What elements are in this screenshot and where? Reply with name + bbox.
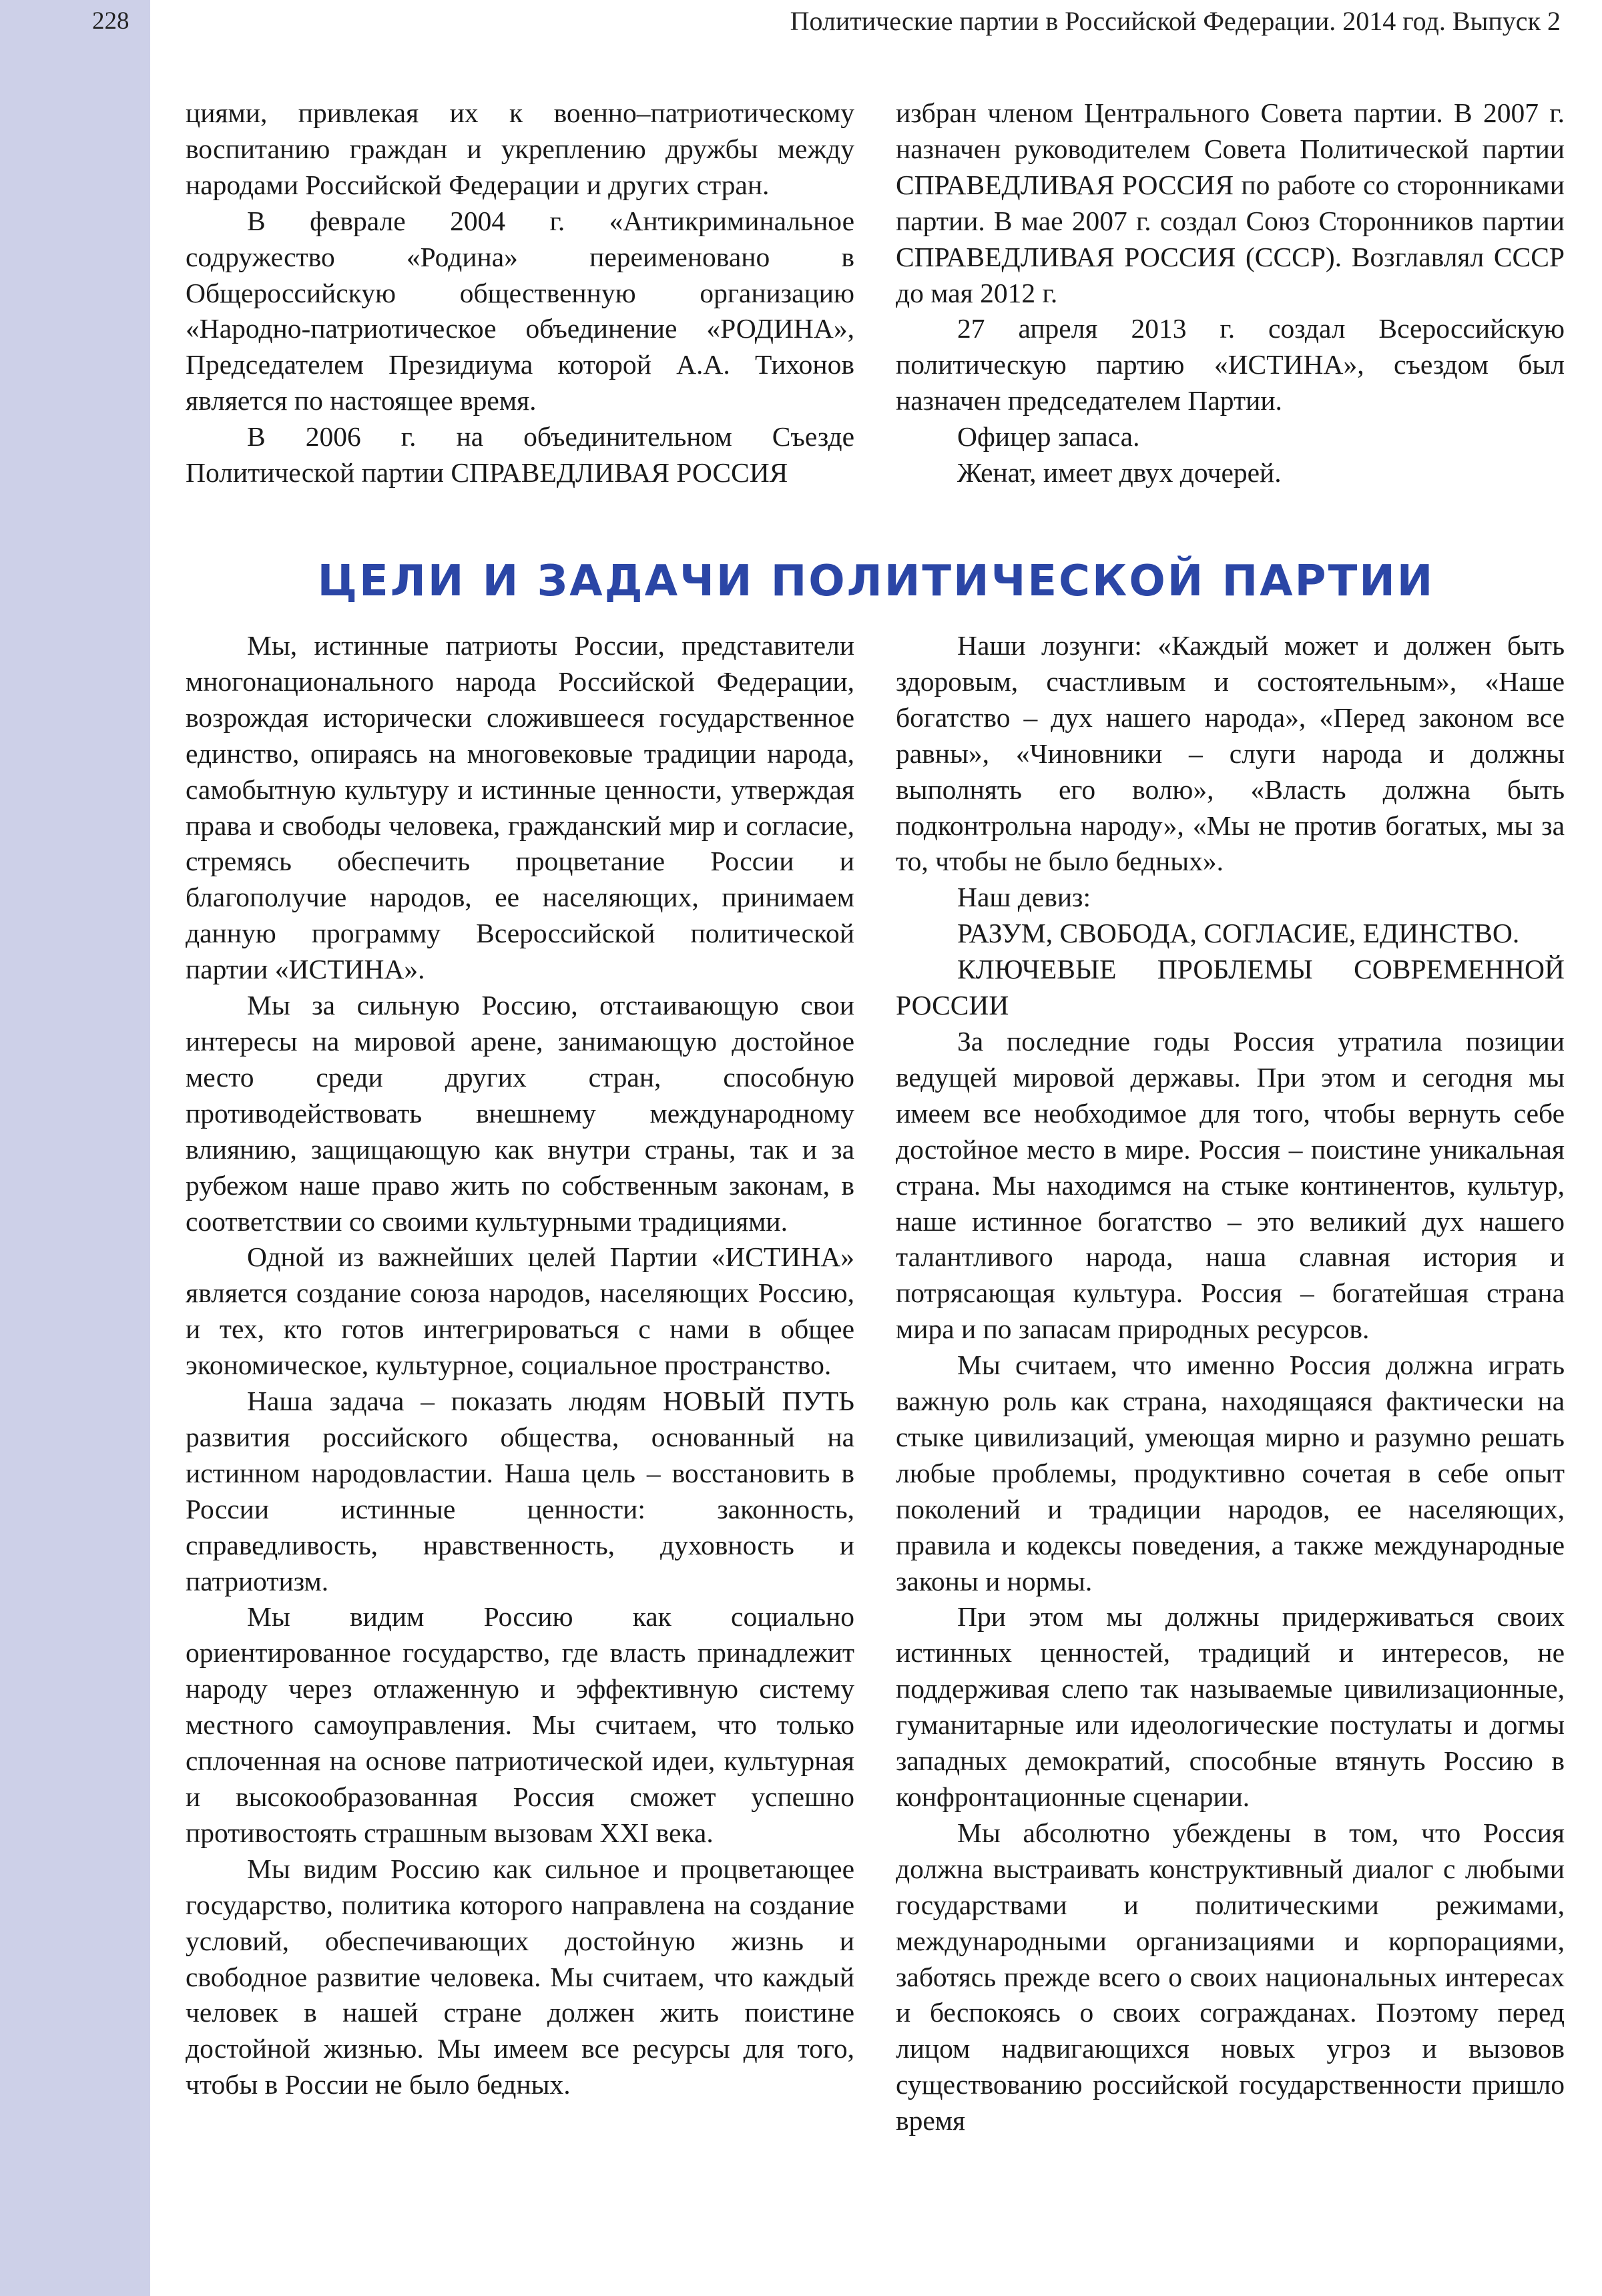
section-title: ЦЕЛИ И ЗАДАЧИ ПОЛИТИЧЕСКОЙ ПАРТИИ: [317, 557, 1435, 606]
column-bottom-left: [186, 628, 854, 2103]
column-top-left: [186, 95, 854, 491]
paragraph: Мы абсолютно убеждены в том, что Россия должна выстраивать конструктивный диалог с любыми государствами и политическими режимами, международными организациями и корпорациями, заботясь прежде всего о своих национальных интересах и беспокоясь о своих согражданах. Поэтому перед лицом надвигающихся новых угроз и вызовов существованию российской государственности пришло время: [896, 1817, 1565, 2136]
paragraph: Наша задача – показать людям НОВЫЙ ПУТЬ развития российского общества, основанный на истинном народовластии. Наша цель – восстановить в России истинные ценности: законность, справедливость, нравственность, духовность и патриотизм.: [186, 1386, 854, 1597]
paragraph: Одной из важнейших целей Партии «ИСТИНА» является создание союза народов, населяющих Россию, и тех, кто готов интегрироваться с нами в общее экономическое, культурное, социальное пространство.: [186, 1241, 854, 1381]
paragraph: Мы считаем, что именно Россия должна играть важную роль как страна, находящаяся фактически на стыке цивилизаций, умеющая мирно и разумно решать любые проблемы, продуктивно сочетая в себе опыт поколений и традиции народов, ее населяющих, правила и кодексы поведения, а также международные законы и нормы.: [896, 1350, 1565, 1597]
paragraph: При этом мы должны придерживаться своих истинных ценностей, традиций и интересов, не поддерживая слепо так называемые цивилизационные, гуманитарные или идеологические постулаты и догмы западных демократий, способные втянуть Россию в конфронтационные сценарии.: [896, 1601, 1565, 1812]
paragraph: Женат, имеет двух дочерей.: [957, 457, 1282, 489]
paragraph: РАЗУМ, СВОБОДА, СОГЛАСИЕ, ЕДИНСТВО.: [957, 918, 1520, 949]
paragraph: Мы за сильную Россию, отстаивающую свои интересы на мировой арене, занимающую достойное место среди других стран, способную противодействовать внешнему международному влиянию, защищающую как внутри страны, так и за рубежом наше право жить по собственным законам, в соответствии со своими культурными традициями.: [186, 990, 854, 1237]
paragraph: циями, привлекая их к военно–патриотическому воспитанию граждан и укреплению дружбы между народами Российской Федерации и других стран.: [186, 97, 854, 200]
column-top-right: [896, 95, 1565, 491]
left-margin-band: [0, 0, 150, 2296]
paragraph: 27 апреля 2013 г. создал Всероссийскую политическую партию «ИСТИНА», съездом был назначен председателем Партии.: [896, 313, 1565, 416]
paragraph: Мы, истинные патриоты России, представители многонационального народа Российской Федерации, возрождая исторически сложившееся государственное единство, опираясь на многовековые традиции народа, самобытную культуру и истинные ценности, утверждая права и свободы человека, гражданский мир и согласие, стремясь обеспечить процветание России и благополучие народов, ее населяющих, принимаем данную программу Всероссийской политической партии «ИСТИНА».: [186, 630, 854, 985]
paragraph: Наш девиз:: [957, 882, 1091, 913]
paragraph: В феврале 2004 г. «Антикриминальное содружество «Родина» переименовано в Общероссийскую общественную организацию «Народно-патриотическое объединение «РОДИНА», Председателем Президиума которой А.А. Тихонов является по настоящее время.: [186, 205, 854, 416]
paragraph: избран членом Центрального Совета партии. В 2007 г. назначен руководителем Совета Политической партии СПРАВЕДЛИВАЯ РОССИЯ по работе со сторонниками партии. В мае 2007 г. создал Союз Сторонников партии СПРАВЕДЛИВАЯ РОССИЯ (СССР). Возглавлял СССР до мая 2012 г.: [896, 97, 1565, 308]
paragraph: Офицер запаса.: [957, 421, 1140, 453]
paragraph: За последние годы Россия утратила позиции ведущей мировой державы. При этом и сегодня мы имеем все необходимое для того, чтобы вернуть себе достойное место в мире. Россия – поистине уникальная страна. Мы находимся на стыке континентов, культур, наше истинное богатство – это великий дух нашего талантливого народа, наша славная история и потрясающая культура. Россия – богатейшая страна мира и по запасам природных ресурсов.: [896, 1025, 1565, 1345]
paragraph: КЛЮЧЕВЫЕ ПРОБЛЕМЫ СОВРЕМЕННОЙ РОССИИ: [896, 954, 1565, 1021]
paragraph: Мы видим Россию как социально ориентированное государство, где власть принадлежит народу через отлаженную и эффективную систему местного самоуправления. Мы считаем, что только сплоченная на основе патриотической идеи, культурная и высокообразованная Россия сможет успешно противостоять страшным вызовам XXI века.: [186, 1601, 854, 1848]
page-number: 228: [92, 7, 129, 35]
column-bottom-right: [896, 628, 1565, 2139]
paragraph: В 2006 г. на объединительном Съезде Политической партии СПРАВЕДЛИВАЯ РОССИЯ: [186, 421, 854, 489]
paragraph: Наши лозунги: «Каждый может и должен быть здоровым, счастливым и состоятельным», «Наше богатство – дух нашего народа», «Перед законом все равны», «Чиновники – слуги народа и должны выполнять его волю», «Власть должна быть подконтрольна народу», «Мы не против богатых, мы за то, чтобы не было бедных».: [896, 630, 1565, 877]
paragraph: Мы видим Россию как сильное и процветающее государство, политика которого направлена на создание условий, обеспечивающих достойную жизнь и свободное развитие человека. Мы считаем, что каждый человек в нашей стране должен жить поистине достойной жизнью. Мы имеем все ресурсы для того, чтобы в России не было бедных.: [186, 1853, 854, 2100]
running-header: Политические партии в Российской Федерации. 2014 год. Выпуск 2: [790, 6, 1561, 36]
